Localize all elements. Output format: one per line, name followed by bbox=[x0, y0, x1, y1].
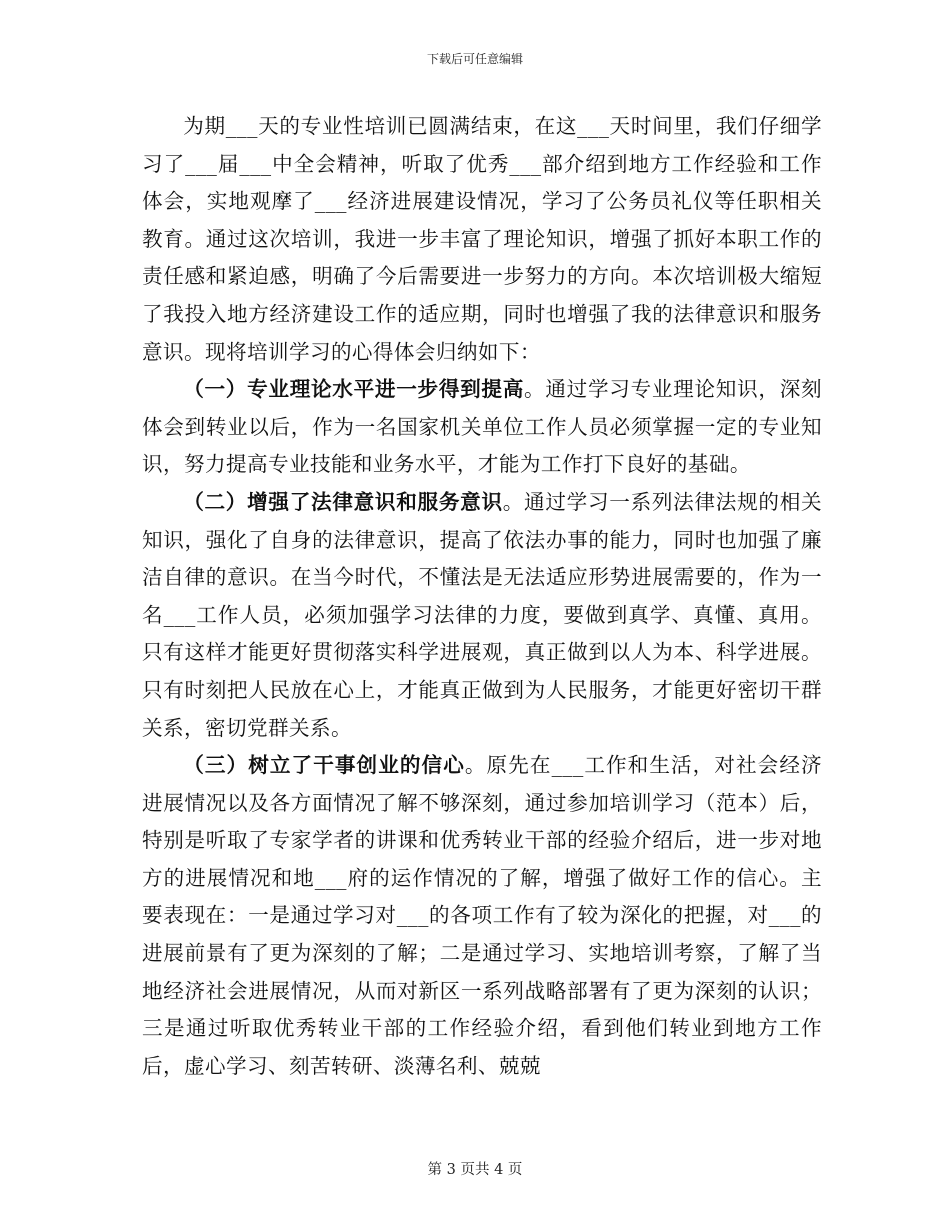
page-header: 下载后可任意编辑 bbox=[426, 52, 523, 66]
document-body bbox=[142, 108, 822, 1085]
section-heading: （三）树立了干事创业的信心 bbox=[183, 753, 465, 778]
page-number: 第 3 页共 4 页 bbox=[427, 1162, 523, 1178]
paragraph-text: 。原先在___工作和生活，对社会经济进展情况以及各方面情况了解不够深刻，通过参加培训学习（范本）后，特别是听取了专家学者的讲课和优秀转业干部的经验介绍后，进一步对地方的进展情况和地___府的运作情况的了解，增强了做好工作的信心。主要表现在：一是通过学习对___的各项工作有了较为深化的把握，对___的进展前景有了更为深刻的了解；二是通过学习、实地培训考察，了解了当地经济社会进展情况，从而对新区一系列战略部署有了更为深刻的认识；三是通过听取优秀转业干部的工作经验介绍，看到他们转业到地方工作后，虚心学习、刻苦转研、淡薄名利、兢兢 bbox=[142, 753, 823, 1078]
section-three-paragraph bbox=[142, 747, 822, 1085]
paragraph-text: 。通过学习一系列法律法规的相关知识，强化了自身的法律意识，提高了依法办事的能力，同时也加强了廉洁自律的意识。在当今时代，不懂法是无法适应形势进展需要的，作为一名___工作人员，必须加强学习法律的力度，要做到真学、真懂、真用。只有这样才能更好贯彻落实科学进展观，真正做到以人为本、科学进展。只有时刻把人民放在心上，才能真正做到为人民服务，才能更好密切干群关系，密切党群关系。 bbox=[142, 489, 822, 740]
section-heading: （一）专业理论水平进一步得到提高 bbox=[183, 377, 525, 402]
section-one-paragraph bbox=[142, 371, 822, 484]
paragraph-text: 。通过学习专业理论知识，深刻体会到转业以后，作为一名国家机关单位工作人员必须掌握一定的专业知识，努力提高专业技能和业务水平，才能为工作打下良好的基础。 bbox=[142, 377, 822, 477]
intro-paragraph bbox=[142, 108, 822, 371]
section-heading: （二）增强了法律意识和服务意识 bbox=[183, 489, 503, 514]
paragraph-text: 为期___天的专业性培训已圆满结束，在这___天时间里，我们仔细学习了___届___中全会精神，听取了优秀___部介绍到地方工作经验和工作体会，实地观摩了___经济进展建设情况，学习了公务员礼仪等任职相关教育。通过这次培训，我进一步丰富了理论知识，增强了抓好本职工作的责任感和紧迫感，明确了今后需要进一步努力的方向。本次培训极大缩短了我投入地方经济建设工作的适应期，同时也增强了我的法律意识和服务意识。现将培训学习的心得体会归纳如下： bbox=[142, 114, 822, 364]
section-two-paragraph bbox=[142, 484, 822, 747]
